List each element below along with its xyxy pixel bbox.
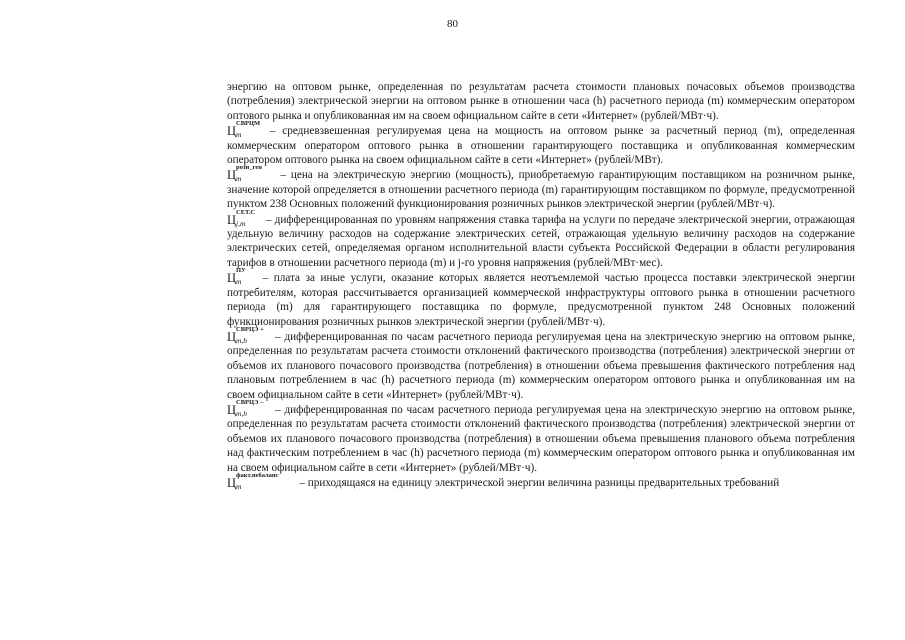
formula-symbol xyxy=(227,164,272,184)
definition-paragraph xyxy=(227,398,855,475)
definition-paragraph xyxy=(227,80,855,123)
symbol-subscript: m,h xyxy=(236,335,248,345)
document-body xyxy=(227,80,855,491)
definition-paragraph xyxy=(227,267,855,329)
symbol-subscript: m xyxy=(236,174,242,184)
symbol-base: Ц xyxy=(227,402,237,417)
paragraph-text: – дифференцированная по часам расчетного периода регулируемая цена на электрическую энергию на оптовом рынке, определенная по результатам расчета стоимости отклонений фактического производства (потребления) электрической энергии от объемов их планового почасового производства (потребления) в отношении объема превышения фактического потребления над плановым потреблением в час (h) расчетного периода (m) коммерческим оператором оптового рынка и опубликованная им на своем официальном сайте в сети «Интернет» (рублей/МВт·ч). xyxy=(227,330,855,401)
symbol-superscript: ПУ xyxy=(236,267,246,275)
paragraph-text: – дифференцированная по часам расчетного периода регулируемая цена на электрическую энергию на оптовом рынке, определенная по результатам расчета стоимости отклонений фактического производства (потребления) электрической энергии от объемов их планового почасового производства (потребления) в отношении объема превышения планового объема потребления над фактическим потреблением в час (h) расчетного периода (m) коммерческим оператором оптового рынка и опубликованная им на своем официальном сайте в сети «Интернет» (рублей/МВт·ч). xyxy=(227,403,855,474)
definition-paragraph xyxy=(227,208,855,271)
symbol-superscript: факт.небаланс xyxy=(236,471,279,479)
definition-paragraph xyxy=(227,164,855,211)
formula-symbol xyxy=(227,471,293,491)
formula-symbol xyxy=(227,120,261,140)
symbol-base: Ц xyxy=(227,271,237,286)
symbol-base: Ц xyxy=(227,168,237,183)
definition-paragraph xyxy=(227,120,855,167)
symbol-subscript: m xyxy=(236,130,242,140)
definition-paragraph xyxy=(227,325,855,402)
paragraph-text: энергию на оптовом рынке, определенная по результатам расчета стоимости плановых почасовых объемов производства (потребления) электрической энергии на оптовом рынке в отношении часа (h) расчетного периода (m) коммерческим оператором оптового рынка и опубликованная им на своем официальном сайте в сети «Интернет» (рублей/МВт·ч). xyxy=(227,81,855,122)
paragraph-text: – дифференцированная по уровням напряжения ставка тарифа на услуги по передаче электрической энергии, отражающая удельную величину расходов на содержание электрических сетей, отражающая удельную величину расходов на содержание электрических сетей, определяемая органом исполнительной власти субъекта Российской Федерации в области регулирования тарифов в отношении расчетного периода (m) и j-го уровня напряжения (рублей/МВт·мес). xyxy=(227,213,855,269)
symbol-superscript: СЕТ.С xyxy=(236,208,256,216)
symbol-subscript: m xyxy=(236,481,242,491)
symbol-base: Ц xyxy=(227,329,237,344)
definition-paragraph xyxy=(227,471,855,491)
symbol-base: Ц xyxy=(227,475,237,490)
symbol-subscript: j,m xyxy=(236,218,246,228)
symbol-subscript: m xyxy=(236,277,242,287)
symbol-superscript: розн_ген xyxy=(236,164,262,172)
formula-symbol xyxy=(227,267,253,287)
page-number: 80 xyxy=(447,18,458,30)
formula-symbol xyxy=(227,398,267,418)
symbol-superscript: СВРЦЭ – xyxy=(236,398,264,406)
formula-symbol xyxy=(227,208,259,228)
paragraph-text: – цена на электрическую энергию (мощность), приобретаемую гарантирующим поставщиком на розничном рынке, значение которой определяется в отношении расчетного периода (m) гарантирующим поставщиком по формуле, предусмотренной пунктом 238 Основных положений функционирования розничных рынков электрической энергии (рублей/МВт·ч). xyxy=(227,169,855,211)
formula-symbol xyxy=(227,325,267,345)
symbol-base: Ц xyxy=(227,124,237,139)
symbol-superscript: СВРЦМ xyxy=(236,120,261,128)
symbol-subscript: m,h xyxy=(236,408,248,418)
paragraph-text: – плата за иные услуги, оказание которых является неотъемлемой частью процесса поставки электрической энергии потребителям, которая рассчитывается организацией коммерческой инфраструктуры оптового рынка в отношении расчетного периода (m) для гарантирующего поставщика по формуле, предусмотренной пунктом 248 Основных положений функционирования розничных рынков электрической энергии (рублей/МВт·ч). xyxy=(227,272,855,328)
symbol-base: Ц xyxy=(227,212,237,227)
symbol-superscript: СВРЦЭ + xyxy=(236,325,264,333)
paragraph-text: – средневзвешенная регулируемая цена на мощность на оптовом рынке за расчетный период (m), определенная коммерческим оператором оптового рынка в отношении гарантирующего поставщика и опубликованная коммерческим оператором оптового рынка на своем официальном сайте в сети «Интернет» (рублей/МВт). xyxy=(227,125,855,167)
paragraph-text: – приходящаяся на единицу электрической энергии величина разницы предварительных требований xyxy=(296,476,780,489)
